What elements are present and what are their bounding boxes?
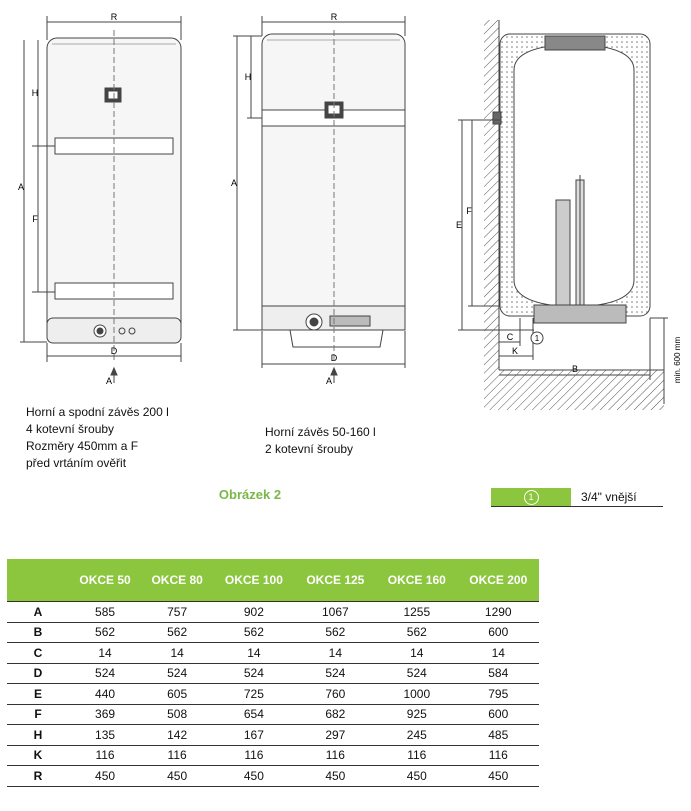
table-cell: 524 [141,663,213,684]
table-cell: 795 [458,684,539,705]
connection-legend [491,488,663,507]
table-cell: 757 [141,602,213,623]
circle-1-icon: 1 [524,490,539,505]
note-line: Horní závěs 50-160 l [265,425,376,439]
table-cell: 524 [213,663,294,684]
table-cell: 585 [69,602,141,623]
table-row [7,745,539,766]
row-label: F [7,704,69,725]
dim-label-K: K [511,346,519,356]
table-cell: 116 [376,745,457,766]
note-line: Horní a spodní závěs 200 l [26,405,169,419]
table-cell: 450 [458,766,539,787]
table-header-cell: OKCE 50 [69,559,141,602]
table-cell: 440 [69,684,141,705]
table-header-cell: OKCE 200 [458,559,539,602]
table-cell: 450 [213,766,294,787]
table-cell: 245 [376,725,457,746]
note-line: 2 kotevní šrouby [265,442,354,456]
table-cell: 524 [376,663,457,684]
table-cell: 682 [295,704,376,725]
table-cell: 562 [141,622,213,643]
table-cell: 142 [141,725,213,746]
legend-text: 3/4" vnější [581,490,637,504]
note-50-160l-mounting [265,424,376,458]
table-cell: 902 [213,602,294,623]
table-header-cell: OKCE 80 [141,559,213,602]
row-label: B [7,622,69,643]
table-cell: 600 [458,622,539,643]
table-cell: 584 [458,663,539,684]
note-line: 4 kotevní šrouby [26,422,115,436]
row-label: D [7,663,69,684]
table-header-cell [7,559,69,602]
table-cell: 1067 [295,602,376,623]
table-cell: 450 [69,766,141,787]
row-label: H [7,725,69,746]
dim-label-A: A [17,182,25,192]
table-row [7,704,539,725]
table-cell: 450 [141,766,213,787]
table-row [7,684,539,705]
table-cell: 116 [141,745,213,766]
table-header-row [7,559,539,602]
table-cell: 725 [213,684,294,705]
legend-symbol [491,488,571,506]
table-cell: 925 [376,704,457,725]
dim-label-F: F [32,214,38,224]
note-line: Rozměry 450mm a F [26,439,139,453]
dim-label-H-mid: H [244,72,252,82]
table-header-cell: OKCE 160 [376,559,457,602]
table-row [7,663,539,684]
table-cell: 605 [141,684,213,705]
table-cell: 562 [295,622,376,643]
row-label: K [7,745,69,766]
table-cell: 14 [213,643,294,664]
table-cell: 1000 [376,684,457,705]
note-line: před vrtáním ověřit [26,456,127,470]
table-cell: 167 [213,725,294,746]
note-200l-mounting [26,404,169,472]
row-label: A [7,602,69,623]
table-cell: 450 [295,766,376,787]
dim-label-R: R [110,12,118,22]
dim-label-B: B [571,364,579,374]
table-row [7,725,539,746]
table-cell: 135 [69,725,141,746]
table-cell: 116 [69,745,141,766]
table-cell: 14 [295,643,376,664]
circle-marker-1: 1 [534,334,540,343]
row-label: E [7,684,69,705]
dim-label-F-sec: F [466,206,472,216]
table-cell: 14 [69,643,141,664]
table-cell: 116 [295,745,376,766]
view-arrow-label-A: A [105,376,113,386]
dim-label-min600: min. 600 mm [673,336,682,384]
table-row [7,622,539,643]
dim-label-C: C [506,332,514,342]
dim-label-D-mid: D [330,353,338,363]
table-cell: 14 [141,643,213,664]
table-cell: 524 [295,663,376,684]
table-cell: 14 [376,643,457,664]
row-label: R [7,766,69,787]
table-cell: 297 [295,725,376,746]
table-cell: 524 [69,663,141,684]
table-cell: 369 [69,704,141,725]
table-cell: 654 [213,704,294,725]
table-row [7,602,539,623]
heater-200-front-view [17,16,181,383]
table-cell: 562 [213,622,294,643]
table-header-cell: OKCE 100 [213,559,294,602]
dim-label-H: H [31,88,39,98]
table-cell: 562 [69,622,141,643]
dim-label-D: D [110,346,118,356]
dim-label-E: E [455,220,463,230]
table-cell: 14 [458,643,539,664]
table-header-cell: OKCE 125 [295,559,376,602]
table-row [7,766,539,787]
dim-label-R-mid: R [330,12,338,22]
dim-label-A-mid: A [230,178,238,188]
figure-caption: Obrázek 2 [218,487,282,502]
table-cell: 485 [458,725,539,746]
dimensions-table [7,559,539,787]
table-cell: 508 [141,704,213,725]
view-arrow-label-A-mid: A [325,376,333,386]
heater-cross-section [455,20,668,410]
table-cell: 450 [376,766,457,787]
table-cell: 600 [458,704,539,725]
table-row [7,643,539,664]
table-cell: 1255 [376,602,457,623]
table-cell: 562 [376,622,457,643]
table-cell: 760 [295,684,376,705]
table-cell: 116 [458,745,539,766]
table-cell: 116 [213,745,294,766]
row-label: C [7,643,69,664]
table-cell: 1290 [458,602,539,623]
heater-50-160-front-view [230,16,405,383]
